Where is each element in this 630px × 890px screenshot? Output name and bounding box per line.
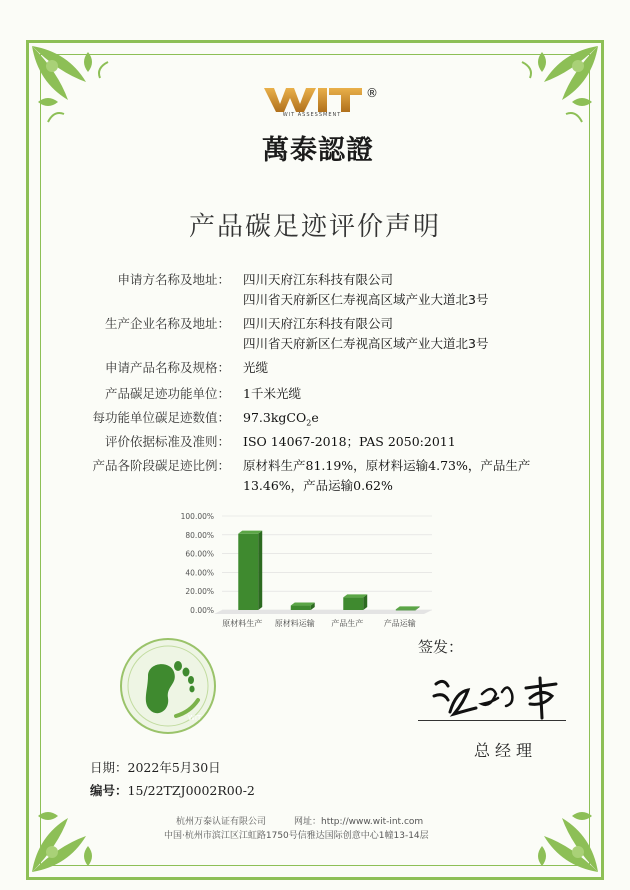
producer-address: 四川省天府新区仁寿视高区域产业大道北3号 <box>243 336 489 351</box>
chart-bar-top <box>238 531 262 534</box>
y-tick-label: 0.00% <box>190 606 214 615</box>
corner-ornament-top-left <box>28 42 120 134</box>
corner-ornament-bottom-right <box>510 784 602 876</box>
signatory-title: 总经理 <box>474 741 538 760</box>
product-value: 光缆 <box>243 360 269 375</box>
chart-bar <box>291 606 311 610</box>
footprint-value: 97.3kgCO$_2$e <box>243 410 319 428</box>
x-tick-label: 原材料生产 <box>222 619 263 628</box>
footer-company: 杭州万泰认证有限公司 网址：http://www.wit-int.com <box>176 817 424 827</box>
field-label: 评价依据标准及准则： <box>104 434 230 449</box>
chart-bar <box>343 597 363 610</box>
producer-name: 四川天府江东科技有限公司 <box>243 316 394 331</box>
carbon-footprint-logo <box>118 636 218 736</box>
signature-line <box>418 720 566 721</box>
chart-bar-top <box>396 606 420 609</box>
handwritten-signature <box>430 674 570 720</box>
stage-ratio-bar-chart <box>170 506 450 636</box>
chart-bar-top <box>291 603 315 606</box>
y-tick-label: 40.00% <box>185 568 214 578</box>
footer-address: 中国·杭州市滨江区江虹路1750号信雅达国际创意中心1幢13-14层 <box>164 831 429 841</box>
standards-value: ISO 14067-2018；PAS 2050:2011 <box>243 434 456 449</box>
field-label: 每功能单位碳足迹数值： <box>92 410 230 425</box>
svg-text:WIT: WIT <box>188 714 202 722</box>
field-label: 产品各阶段碳足迹比例： <box>92 458 230 473</box>
x-tick-label: 产品生产 <box>331 619 364 628</box>
y-tick-label: 100.00% <box>180 512 214 521</box>
y-tick-label: 80.00% <box>185 530 214 540</box>
chart-bar <box>238 534 258 610</box>
logo-tagline: WIT ASSESSMENT <box>282 112 342 118</box>
logo-chinese-name: 萬泰認證 <box>262 135 374 166</box>
chart-floor <box>214 610 432 614</box>
wit-logo <box>262 86 382 170</box>
chart-bar-top <box>343 594 367 597</box>
field-label: 申请产品名称及规格： <box>104 360 230 375</box>
x-tick-label: 产品运输 <box>383 619 416 628</box>
stage-ratio-line2: 13.46%，产品运输0.62% <box>243 478 393 493</box>
functional-unit-value: 1千米光缆 <box>243 386 301 401</box>
x-tick-label: 原材料运输 <box>274 619 315 628</box>
registered-mark: ® <box>366 86 378 100</box>
y-tick-label: 20.00% <box>185 587 214 597</box>
chart-bar <box>396 609 416 610</box>
applicant-name: 四川天府江东科技有限公司 <box>243 272 394 287</box>
y-tick-label: 60.00% <box>185 549 214 559</box>
stage-ratio-line1: 原材料生产81.19%，原材料运输4.73%，产品生产 <box>243 458 531 473</box>
applicant-address: 四川省天府新区仁寿视高区域产业大道北3号 <box>243 292 489 307</box>
certificate-number: 编号：15/22TZJ0002R00-2 <box>90 783 255 798</box>
footer-website-link[interactable]: http://www.wit-int.com <box>321 817 424 827</box>
field-label: 产品碳足迹功能单位： <box>104 386 230 401</box>
chart-bar-side <box>258 531 262 610</box>
field-label: 申请方名称及地址： <box>117 272 230 287</box>
corner-ornament-top-right <box>510 42 602 134</box>
sign-label: 签发： <box>418 638 464 656</box>
field-label: 生产企业名称及地址： <box>104 316 230 331</box>
issue-date: 日期：2022年5月30日 <box>90 760 221 775</box>
document-title: 产品碳足迹评价声明 <box>188 212 441 242</box>
